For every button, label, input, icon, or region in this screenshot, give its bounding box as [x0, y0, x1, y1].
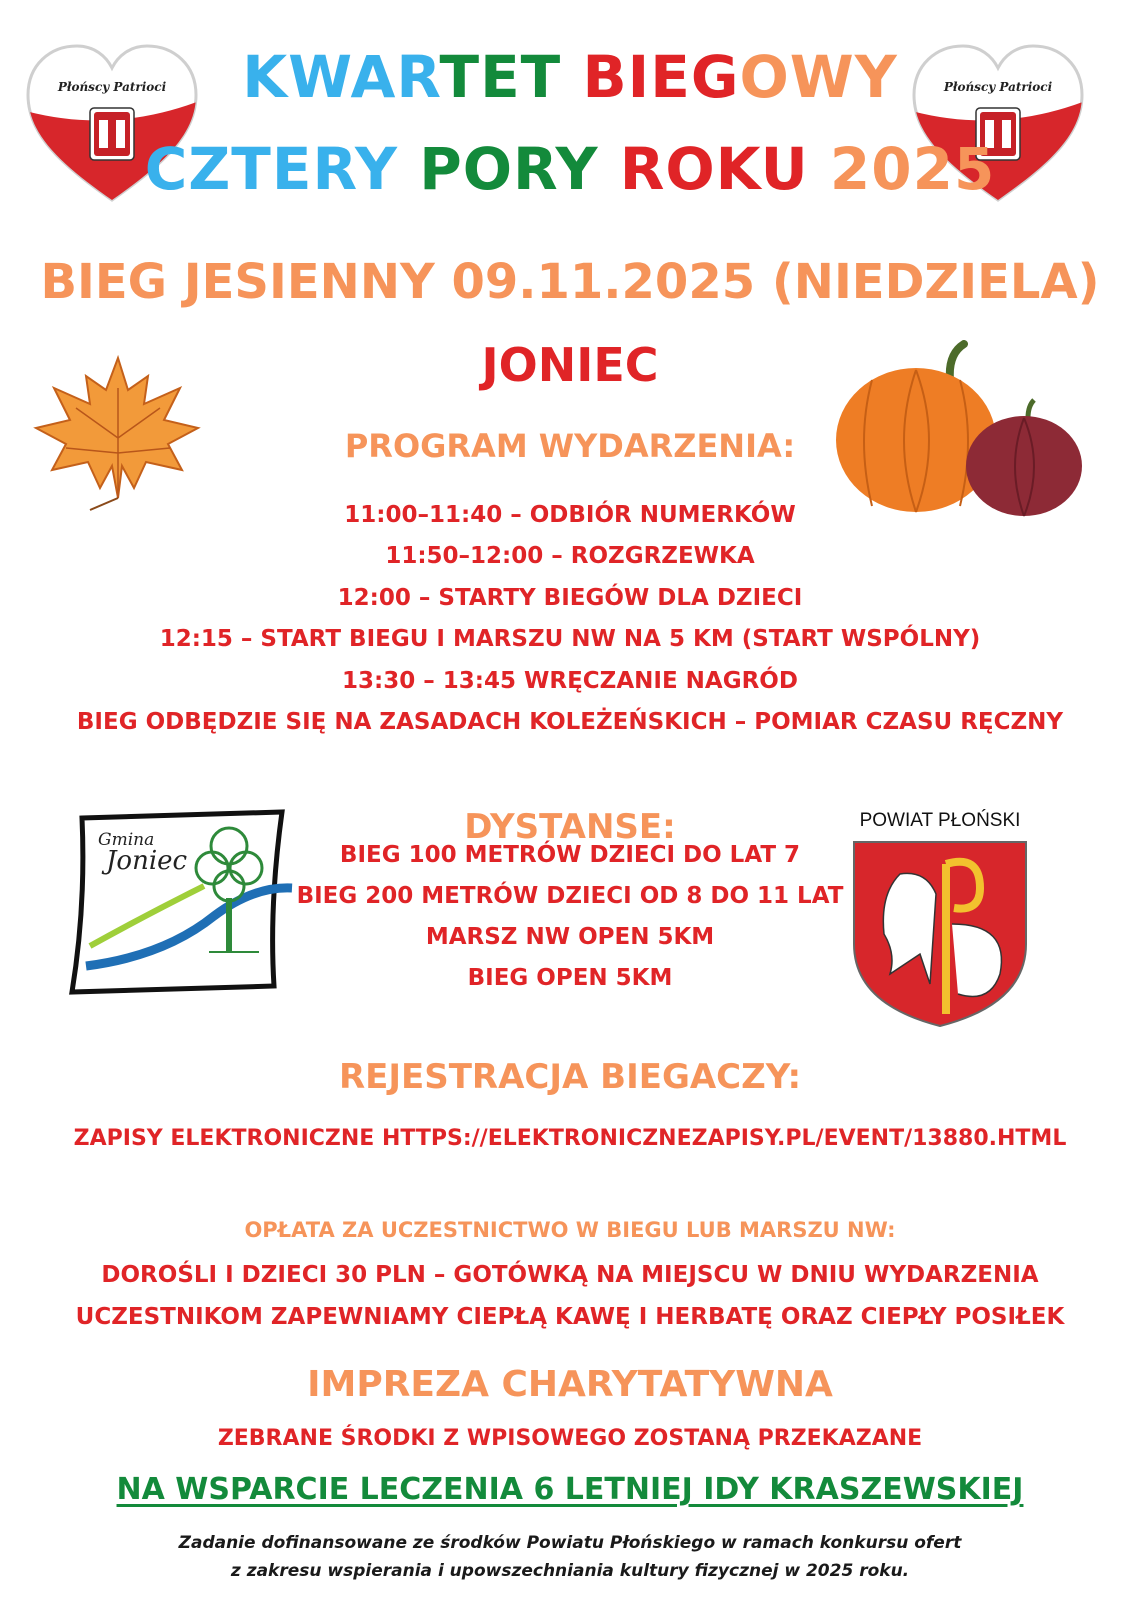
- distance-item: MARSZ NW OPEN 5KM: [425, 924, 715, 950]
- title-segment: ROKU: [619, 135, 830, 203]
- powiat-logo-label: POWIAT PŁOŃSKI: [859, 810, 1021, 831]
- title-line-1: [0, 43, 1140, 111]
- footer-line: z zakresu wspierania i upowszechniania kultury fizycznej w 2025 roku.: [230, 1561, 910, 1581]
- program-heading: PROGRAM WYDARZENIA:: [344, 427, 796, 465]
- title-line-2: [0, 135, 1140, 203]
- heart-logo-text: Płońscy Patrioci: [57, 80, 167, 94]
- program-item: 12:15 – START BIEGU I MARSZU NW NA 5 KM (START WSPÓLNY): [159, 626, 981, 652]
- registration-heading: REJESTRACJA BIEGACZY:: [338, 1057, 802, 1097]
- program-item: 11:00–11:40 – ODBIÓR NUMERKÓW: [344, 502, 796, 528]
- charity-heading: IMPREZA CHARYTATYWNA: [307, 1364, 833, 1405]
- gmina-logo-line2: Joniec: [106, 846, 188, 876]
- fee-line: DOROŚLI I DZIECI 30 PLN – GOTÓWKĄ NA MIEJSCU W DNIU WYDARZENIA: [101, 1262, 1039, 1288]
- title-segment: BIEG: [582, 43, 740, 111]
- title-segment: OWY: [739, 43, 898, 111]
- registration-link[interactable]: ZAPISY ELEKTRONICZNE HTTPS://ELEKTRONICZNEZAPISY.PL/EVENT/13880.HTML: [73, 1126, 1067, 1151]
- charity-beneficiary: NA WSPARCIE LECZENIA 6 LETNIEJ IDY KRASZEWSKIEJ: [116, 1472, 1024, 1507]
- fee-line: UCZESTNIKOM ZAPEWNIAMY CIEPŁĄ KAWĘ I HERBATĘ ORAZ CIEPŁY POSIŁEK: [75, 1304, 1065, 1330]
- charity-line: ZEBRANE ŚRODKI Z WPISOWEGO ZOSTANĄ PRZEKAZANE: [217, 1426, 923, 1451]
- title-segment: PORY: [419, 135, 620, 203]
- program-item: 13:30 – 13:45 WRĘCZANIE NAGRÓD: [342, 668, 798, 694]
- title-segment: CZTERY: [144, 135, 420, 203]
- program-item: 11:50–12:00 – ROZGRZEWKA: [385, 543, 755, 569]
- footer-line: Zadanie dofinansowane ze środków Powiatu Płońskiego w ramach konkursu ofert: [178, 1533, 962, 1553]
- distance-item: BIEG 200 METRÓW DZIECI OD 8 DO 11 LAT: [296, 883, 844, 909]
- event-title: BIEG JESIENNY 09.11.2025 (NIEDZIELA): [40, 254, 1100, 310]
- distance-item: BIEG 100 METRÓW DZIECI DO LAT 7: [339, 842, 801, 868]
- distances-heading: DYSTANSE:: [464, 807, 676, 847]
- title-segment: TET: [439, 43, 583, 111]
- heart-logo-text: Płońscy Patrioci: [943, 80, 1053, 94]
- title-segment: 2025: [829, 135, 996, 203]
- gmina-logo-line1: Gmina: [98, 830, 155, 850]
- fee-heading: OPŁATA ZA UCZESTNICTWO W BIEGU LUB MARSZU NW:: [244, 1218, 896, 1242]
- distance-item: BIEG OPEN 5KM: [467, 965, 673, 991]
- title-segment: KWAR: [242, 43, 440, 111]
- program-note: BIEG ODBĘDZIE SIĘ NA ZASADACH KOLEŻEŃSKICH – POMIAR CZASU RĘCZNY: [76, 709, 1064, 735]
- program-item: 12:00 – STARTY BIEGÓW DLA DZIECI: [337, 585, 803, 611]
- event-place: JONIEC: [481, 338, 659, 392]
